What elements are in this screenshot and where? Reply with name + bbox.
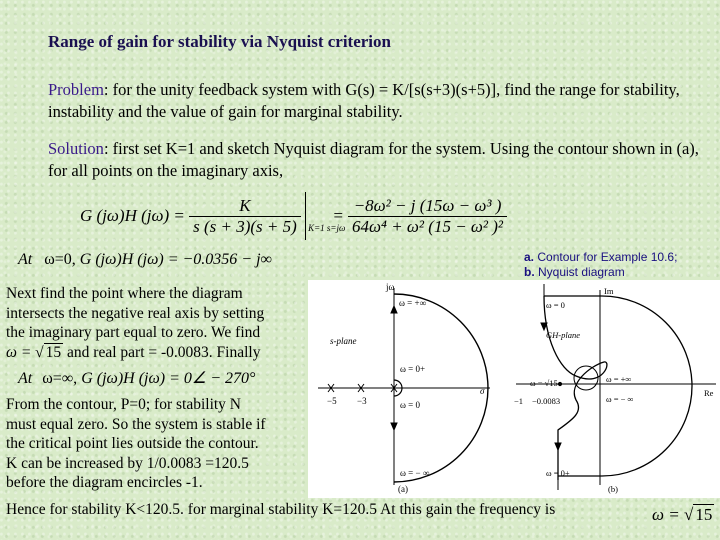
fraction-1-denominator: s (s + 3)(s + 5) (193, 216, 297, 236)
minus-one-label: −1 (514, 396, 524, 406)
page-title: Range of gain for stability via Nyquist criterion (48, 32, 391, 51)
nyquist-panel-b-labels (514, 286, 714, 494)
transfer-equation (80, 192, 507, 240)
omega-zero-plus-label: ω = 0+ (400, 364, 426, 374)
intersection-line-3: the imaginary part equal to zero. We find (6, 324, 261, 341)
solution-label: Solution (48, 139, 104, 158)
contour-line-2: must equal zero. So the system is stable if (6, 415, 266, 433)
critical-point (558, 382, 561, 385)
omega-minus-inf-b-label: ω = − ∞ (606, 394, 634, 404)
contour-panel-a (318, 288, 490, 485)
nyquist-figure (308, 280, 720, 498)
omega-zero-label: ω = 0 (400, 400, 420, 410)
at-zero-line (18, 251, 272, 269)
tick-minus-3: −3 (357, 396, 367, 406)
caption-a-text: Contour for Example 10.6; (534, 250, 678, 264)
re-axis-label: Re (704, 388, 714, 398)
caption-a-label: a. (524, 250, 535, 264)
nyquist-arrow-lower (555, 443, 561, 450)
conclusion-sqrt-sign: √ (683, 505, 694, 524)
omega-plus-inf-b-label: ω = +∞ (606, 374, 632, 384)
evaluation-subscript: K=1 s=jω (308, 223, 346, 233)
omega-symbol: ω = (6, 343, 32, 361)
equation-fraction-2 (348, 196, 507, 237)
contour-arrow-bottom (391, 423, 397, 430)
caption-line-a (524, 250, 677, 265)
contour-line-4: K can be increased by 1/0.0083 =120.5 (6, 454, 249, 472)
fraction-1-numerator: K (189, 196, 301, 217)
figure-caption (524, 250, 677, 280)
contour-text (6, 395, 311, 493)
equation-fraction-1 (189, 196, 301, 237)
contour-line-5: before the diagram encircles -1. (6, 474, 203, 491)
contour-arrow-top (391, 306, 397, 313)
caption-b-text: Nyquist diagram (534, 265, 625, 279)
intersection-line-4 (6, 343, 311, 363)
tick-minus-5: −5 (327, 396, 337, 406)
sqrt-sign: √ (35, 343, 44, 361)
intersection-line-4-rest: and real part = -0.0083. Finally (63, 343, 261, 361)
equation-lhs: G (jω)H (jω) = (80, 206, 185, 225)
contour-line-1: From the contour, P=0; for stability N (6, 396, 242, 413)
omega-minus-inf-label: ω = − ∞ (400, 468, 430, 478)
contour-line-3: the critical point lies outside the contour. (6, 435, 259, 452)
intersection-line-1: Next find the point where the diagram (6, 285, 243, 302)
nyquist-figure-svg (308, 280, 720, 498)
conclusion-line (6, 500, 555, 520)
conclusion-omega-symbol: ω = (652, 505, 680, 524)
fraction-2-numerator: −8ω² − j (15ω − ω³ ) (348, 196, 507, 217)
at-zero-prefix: At (18, 251, 33, 268)
problem-text: : for the unity feedback system with G(s) = K/[s(s+3)(s+5)], find the range for stability, instability and the value of gain for marginal stability. (48, 80, 680, 121)
panel-b-label: (b) (608, 484, 618, 494)
sigma-label: σ (480, 386, 485, 396)
at-zero-expression: G (jω)H (jω) = −0.0356 − j∞ (79, 251, 272, 268)
intersection-text (6, 284, 311, 362)
im-axis-label: Im (604, 286, 614, 296)
omega-plus-inf-label: ω = +∞ (399, 298, 426, 308)
at-inf-prefix: At (18, 370, 33, 387)
s-plane-label: s-plane (330, 336, 357, 346)
caption-line-b (524, 265, 677, 280)
jw-axis-label: jω (386, 282, 395, 292)
conclusion-sqrt-value: 15 (695, 505, 713, 524)
problem-paragraph (48, 79, 716, 123)
sqrt-value: 15 (45, 343, 62, 361)
conclusion-formula (652, 505, 714, 525)
omega-sqrt15-label: ω = √15 (530, 378, 558, 388)
omega-zero-plus-b-label: ω = 0+ (546, 468, 570, 478)
gh-plane-label: GH-plane (546, 330, 580, 340)
equation-equals: = (332, 206, 344, 225)
problem-label: Problem (48, 80, 104, 99)
panel-a-label: (a) (398, 484, 408, 494)
caption-b-label: b. (524, 265, 535, 279)
nyquist-curve-inner (544, 296, 607, 480)
solution-paragraph (48, 138, 716, 182)
at-inf-expression: G (jω)H (jω) = 0∠ − 270° (81, 370, 256, 387)
evaluation-bar (305, 192, 346, 240)
at-zero-condition: ω=0, (44, 251, 76, 268)
omega-zero-top-label: ω = 0 (546, 300, 565, 310)
solution-text: : first set K=1 and sketch Nyquist diagram for the system. Using the contour shown in (a), for all points on the imaginary axis, (48, 139, 699, 180)
nyquist-outer-arc (544, 296, 692, 476)
intersection-line-2: intersects the negative real axis by setting (6, 304, 265, 322)
at-inf-condition: ω=∞, (42, 370, 78, 387)
minus-0083-label: −0.0083 (532, 396, 561, 406)
fraction-2-denominator: 64ω⁴ + ω² (15 − ω² )² (352, 216, 504, 236)
at-infinity-line (18, 368, 255, 388)
conclusion-text: Hence for stability K<120.5. for marginal stability K=120.5 At this gain the frequency is (6, 501, 556, 518)
